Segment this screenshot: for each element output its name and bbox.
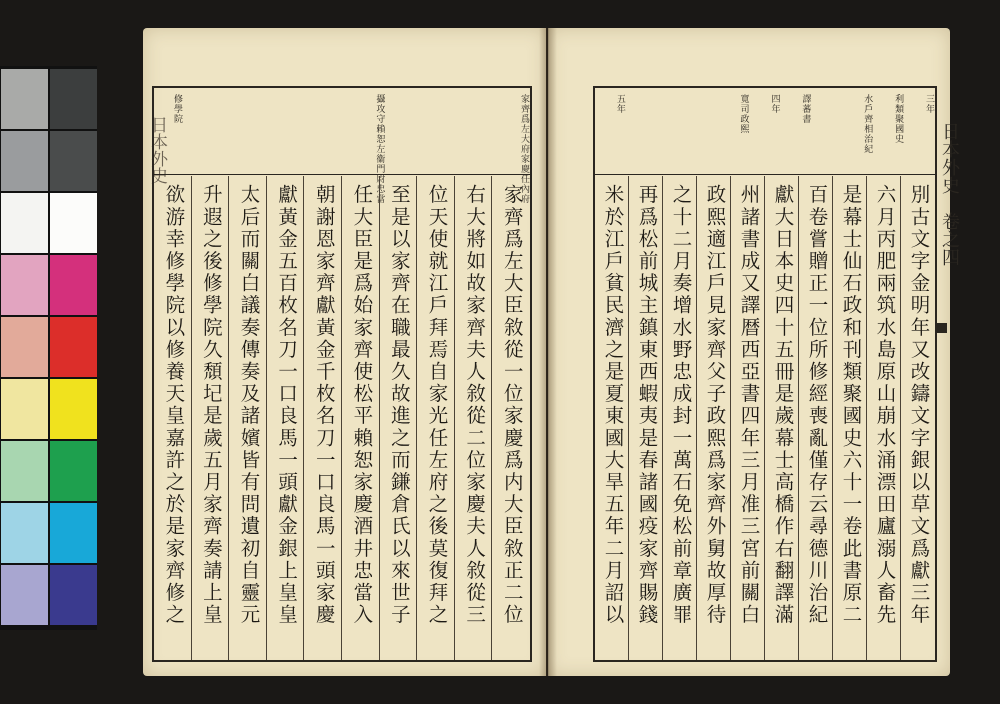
text-column <box>341 176 380 660</box>
text-column <box>832 176 867 660</box>
left-body <box>154 176 530 660</box>
column-text: 家齊爲左大臣敘從一位家慶爲内大臣敘正二位 <box>500 184 524 626</box>
color-chip <box>1 565 48 625</box>
left-margin-title: 日本外史 <box>147 116 167 184</box>
left-headnotes <box>154 88 530 204</box>
text-column <box>900 176 935 660</box>
text-column <box>730 176 765 660</box>
column-text: 政熙適江戶見家齊父子政熙爲家齊外舅故厚待 <box>703 184 727 626</box>
text-column <box>798 176 833 660</box>
right-text-frame <box>593 86 937 662</box>
text-column <box>266 176 305 660</box>
column-text: 太后而關白議奏傳奏及諸嬪皆有問遺初自靈元 <box>237 184 261 626</box>
column-text: 之十二月奏增水野忠成封一萬石免松前章廣罪 <box>669 184 693 626</box>
column-text: 至是以家齊在職最久故進之而鎌倉氏以來世子 <box>387 184 411 626</box>
headnote: 攝攻守賴恕左衞門尉忠當 <box>374 94 385 204</box>
text-column <box>379 176 418 660</box>
column-text: 位天使就江戶拜焉自家光任左府之後莫復拜之 <box>425 184 449 626</box>
column-text: 欲游幸修學院以修養天皇嘉許之於是家齊修之 <box>162 184 186 626</box>
color-chip <box>1 193 48 253</box>
color-chip <box>50 131 97 191</box>
color-chip <box>50 255 97 315</box>
color-chip <box>50 317 97 377</box>
text-column <box>628 176 663 660</box>
text-column <box>866 176 901 660</box>
book-spread <box>143 22 960 682</box>
headnote: 利類聚國史 <box>893 94 904 144</box>
text-column <box>454 176 493 660</box>
color-chip <box>50 193 97 253</box>
column-text: 升遐之後修學院久頹圮是歲五月家齊奏請上皇 <box>199 184 223 626</box>
text-column <box>595 176 629 660</box>
column-text: 六月丙肥兩筑水島原山崩水涌漂田廬溺人畜先 <box>873 184 897 626</box>
book-gutter <box>539 28 557 676</box>
column-text: 米於江戶貧民濟之是夏東國大旱五年二月詔以 <box>601 184 625 626</box>
color-chip <box>1 441 48 501</box>
text-column <box>154 176 192 660</box>
headnote: 四年 <box>769 94 780 114</box>
left-page <box>143 28 546 676</box>
color-chip <box>1 379 48 439</box>
color-chip <box>1 69 48 129</box>
fish-tail-mark <box>935 323 947 333</box>
headnote: 修學院 <box>171 94 182 124</box>
color-chip <box>1 317 48 377</box>
headnote: 譯蕃書 <box>800 94 811 124</box>
color-chip <box>50 69 97 129</box>
column-text: 獻黃金五百枚名刀一口良馬一頭獻金銀上皇皇 <box>275 184 299 626</box>
color-checker <box>0 66 97 630</box>
column-text: 別古文字金明年又改鑄文字銀以草文爲獻三年 <box>907 184 931 626</box>
color-chip <box>50 503 97 563</box>
headnote: 三年 <box>924 94 934 114</box>
headnote: 五年 <box>614 94 625 114</box>
column-text: 州諸書成又譯暦西亞書四年三月准三宮前關白 <box>737 184 761 626</box>
right-body <box>595 176 935 660</box>
right-margin-title: 日本外史 卷之四 <box>939 122 960 266</box>
column-text: 任大臣是爲始家齊使松平賴恕家慶酒井忠當入 <box>350 184 374 626</box>
text-column <box>228 176 267 660</box>
text-column <box>303 176 342 660</box>
text-column <box>662 176 697 660</box>
color-chip <box>1 255 48 315</box>
text-column <box>416 176 455 660</box>
column-text: 再爲松前城主鎮東西蝦夷是春諸國疫家齊賜錢 <box>635 184 659 626</box>
right-headnotes <box>595 88 935 175</box>
column-text: 朝謝恩家齊獻黃金千枚名刀一口良馬一頭家慶 <box>312 184 336 626</box>
text-column <box>696 176 731 660</box>
text-column <box>191 176 230 660</box>
headnote: 寬司政熙 <box>738 94 749 134</box>
column-text: 獻大日本史四十五冊是歲幕士高橋作右翻譯滿 <box>771 184 795 626</box>
color-chip <box>50 565 97 625</box>
column-text: 是幕士仙石政和刊類聚國史六十一卷此書原二 <box>839 184 863 626</box>
color-chip <box>1 503 48 563</box>
left-text-frame <box>152 86 532 662</box>
right-page <box>548 28 960 676</box>
headnote: 水戶齊相治紀 <box>862 94 873 154</box>
column-text: 右大將如故家齊夫人敘從二位家慶夫人敘從三 <box>463 184 487 626</box>
color-chip <box>50 379 97 439</box>
text-column <box>491 176 530 660</box>
color-chip <box>1 131 48 191</box>
text-column <box>764 176 799 660</box>
headnote: 家齊爲左大府家慶任內府 <box>519 94 529 204</box>
column-text: 百卷嘗贈正一位所修經喪亂僅存云尋德川治紀 <box>805 184 829 626</box>
color-chip <box>50 441 97 501</box>
